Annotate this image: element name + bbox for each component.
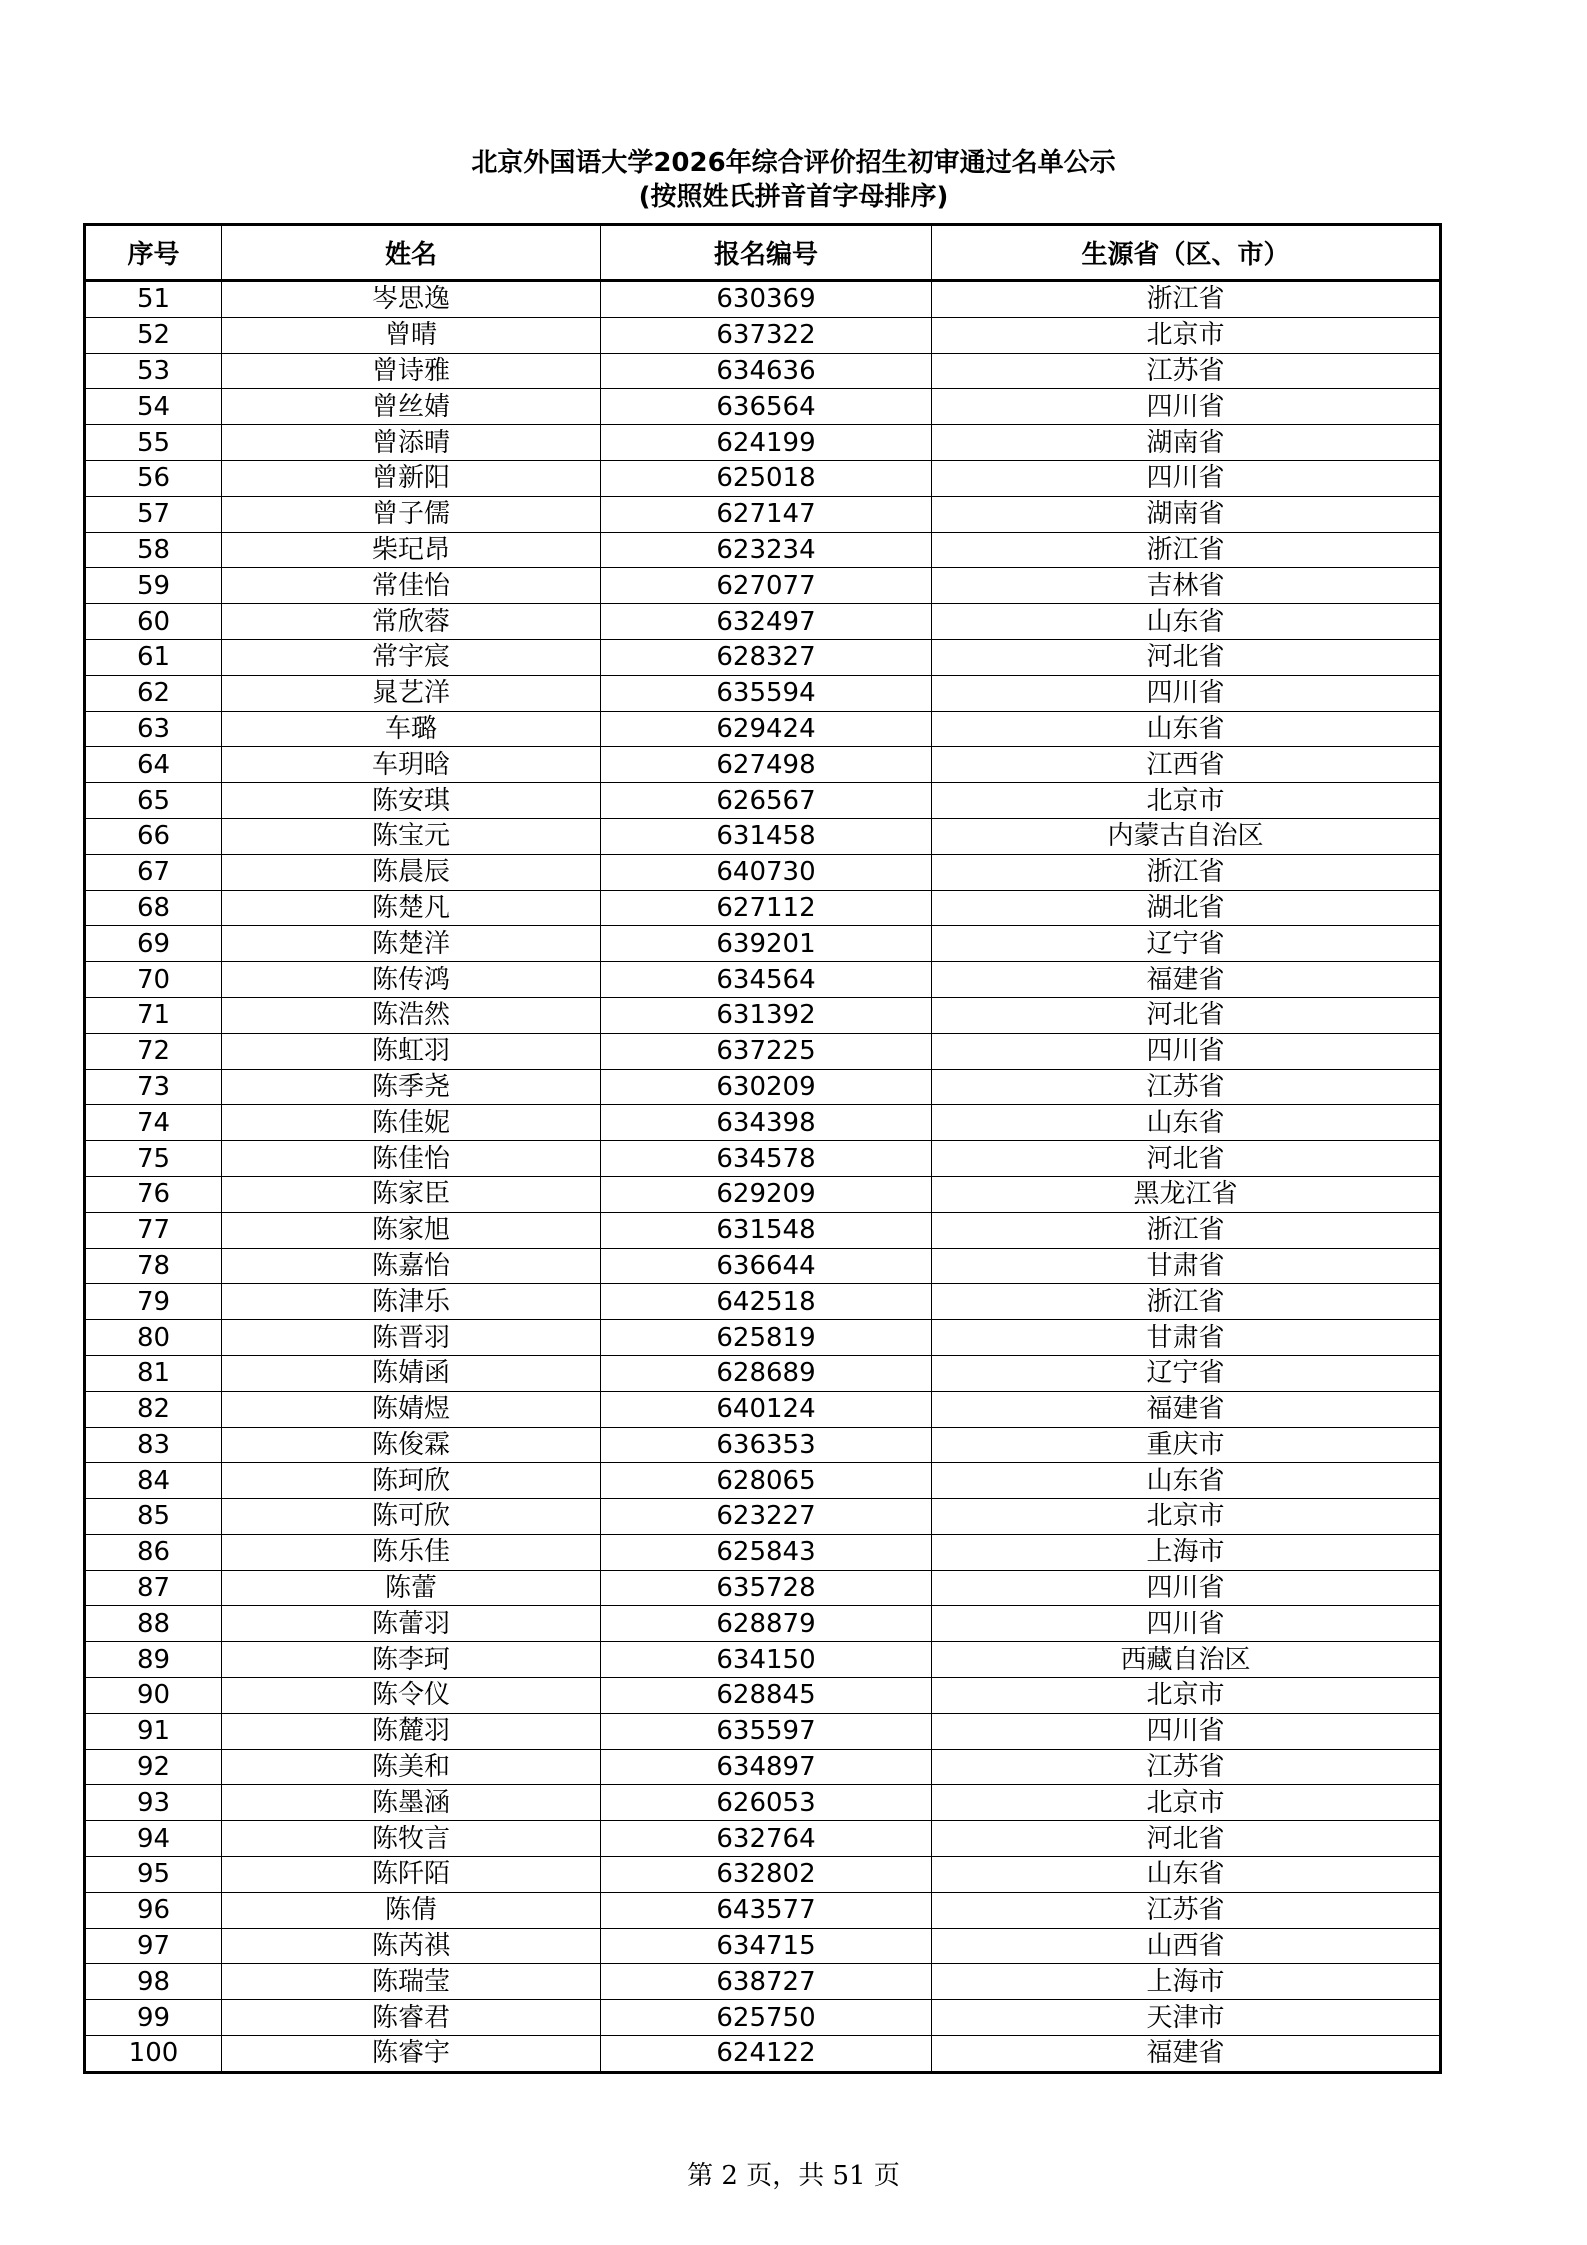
cell-registration-number: 626567 — [601, 783, 932, 819]
cell-registration-number: 627147 — [601, 496, 932, 532]
cell-index: 84 — [85, 1463, 222, 1499]
cell-name: 陈蕾 — [222, 1570, 601, 1606]
table-row — [85, 1463, 1441, 1499]
cell-province: 北京市 — [932, 783, 1441, 819]
cell-index: 54 — [85, 389, 222, 425]
cell-name: 陈阡陌 — [222, 1857, 601, 1893]
cell-province: 四川省 — [932, 1570, 1441, 1606]
cell-province: 福建省 — [932, 2036, 1441, 2073]
cell-province: 山东省 — [932, 1857, 1441, 1893]
cell-name: 陈俊霖 — [222, 1427, 601, 1463]
cell-registration-number: 636644 — [601, 1248, 932, 1284]
table-row — [85, 1964, 1441, 2000]
cell-name: 陈墨涵 — [222, 1785, 601, 1821]
cell-province: 浙江省 — [932, 532, 1441, 568]
cell-index: 82 — [85, 1391, 222, 1427]
cell-name: 陈令仪 — [222, 1678, 601, 1714]
table-row — [85, 1928, 1441, 1964]
cell-province: 江苏省 — [932, 1892, 1441, 1928]
cell-registration-number: 635597 — [601, 1713, 932, 1749]
cell-province: 浙江省 — [932, 281, 1441, 318]
table-row — [85, 639, 1441, 675]
cell-registration-number: 638727 — [601, 1964, 932, 2000]
table-row — [85, 1678, 1441, 1714]
cell-index: 76 — [85, 1176, 222, 1212]
cell-name: 车璐 — [222, 711, 601, 747]
cell-province: 山东省 — [932, 1463, 1441, 1499]
table-row — [85, 353, 1441, 389]
cell-province: 湖北省 — [932, 890, 1441, 926]
cell-name: 陈蕾羽 — [222, 1606, 601, 1642]
cell-index: 86 — [85, 1534, 222, 1570]
table-row — [85, 604, 1441, 640]
cell-registration-number: 634564 — [601, 962, 932, 998]
cell-name: 陈瑞莹 — [222, 1964, 601, 2000]
cell-province: 山西省 — [932, 1928, 1441, 1964]
cell-name: 曾丝婧 — [222, 389, 601, 425]
cell-registration-number: 628327 — [601, 639, 932, 675]
cell-registration-number: 632764 — [601, 1821, 932, 1857]
cell-name: 陈嘉怡 — [222, 1248, 601, 1284]
cell-name: 柴玘昂 — [222, 532, 601, 568]
cell-registration-number: 634715 — [601, 1928, 932, 1964]
cell-index: 92 — [85, 1749, 222, 1785]
cell-name: 陈麓羽 — [222, 1713, 601, 1749]
cell-name: 晁艺洋 — [222, 675, 601, 711]
cell-registration-number: 640730 — [601, 854, 932, 890]
cell-name: 陈家旭 — [222, 1212, 601, 1248]
cell-name: 曾新阳 — [222, 460, 601, 496]
table-row — [85, 1355, 1441, 1391]
cell-name: 陈楚洋 — [222, 926, 601, 962]
table-row — [85, 1248, 1441, 1284]
table-row — [85, 783, 1441, 819]
cell-name: 陈牧言 — [222, 1821, 601, 1857]
cell-province: 辽宁省 — [932, 1355, 1441, 1391]
cell-name: 陈津乐 — [222, 1284, 601, 1320]
cell-index: 58 — [85, 532, 222, 568]
cell-index: 53 — [85, 353, 222, 389]
table-row — [85, 675, 1441, 711]
table-row — [85, 1141, 1441, 1177]
cell-registration-number: 627498 — [601, 747, 932, 783]
cell-registration-number: 627112 — [601, 890, 932, 926]
cell-registration-number: 643577 — [601, 1892, 932, 1928]
cell-province: 四川省 — [932, 389, 1441, 425]
document-title: 北京外国语大学2026年综合评价招生初审通过名单公示 — [471, 148, 1116, 178]
cell-index: 57 — [85, 496, 222, 532]
cell-registration-number: 631548 — [601, 1212, 932, 1248]
cell-province: 福建省 — [932, 1391, 1441, 1427]
cell-index: 95 — [85, 1857, 222, 1893]
cell-registration-number: 628845 — [601, 1678, 932, 1714]
cell-registration-number: 625819 — [601, 1320, 932, 1356]
cell-province: 重庆市 — [932, 1427, 1441, 1463]
table-row — [85, 1570, 1441, 1606]
cell-index: 78 — [85, 1248, 222, 1284]
cell-registration-number: 624122 — [601, 2036, 932, 2073]
cell-index: 64 — [85, 747, 222, 783]
cell-index: 56 — [85, 460, 222, 496]
cell-registration-number: 637225 — [601, 1033, 932, 1069]
cell-registration-number: 626053 — [601, 1785, 932, 1821]
cell-index: 71 — [85, 997, 222, 1033]
cell-registration-number: 629424 — [601, 711, 932, 747]
cell-province: 四川省 — [932, 1033, 1441, 1069]
table-row — [85, 2036, 1441, 2073]
table-row — [85, 1069, 1441, 1105]
cell-name: 岑思逸 — [222, 281, 601, 318]
cell-name: 陈乐佳 — [222, 1534, 601, 1570]
cell-name: 常佳怡 — [222, 568, 601, 604]
table-row — [85, 1176, 1441, 1212]
cell-index: 96 — [85, 1892, 222, 1928]
header-registration-number: 报名编号 — [601, 225, 932, 281]
cell-province: 江苏省 — [932, 1069, 1441, 1105]
cell-index: 62 — [85, 675, 222, 711]
cell-registration-number: 631392 — [601, 997, 932, 1033]
table-row — [85, 890, 1441, 926]
table-row — [85, 281, 1441, 318]
cell-province: 北京市 — [932, 317, 1441, 353]
cell-registration-number: 625750 — [601, 2000, 932, 2036]
cell-index: 79 — [85, 1284, 222, 1320]
cell-registration-number: 629209 — [601, 1176, 932, 1212]
cell-index: 81 — [85, 1355, 222, 1391]
cell-province: 四川省 — [932, 675, 1441, 711]
cell-province: 河北省 — [932, 1821, 1441, 1857]
cell-registration-number: 628065 — [601, 1463, 932, 1499]
cell-province: 山东省 — [932, 604, 1441, 640]
cell-name: 陈芮祺 — [222, 1928, 601, 1964]
cell-index: 89 — [85, 1642, 222, 1678]
cell-name: 陈晋羽 — [222, 1320, 601, 1356]
cell-province: 湖南省 — [932, 496, 1441, 532]
cell-index: 51 — [85, 281, 222, 318]
table-row — [85, 1857, 1441, 1893]
admission-list-table — [83, 223, 1442, 2074]
cell-name: 陈宝元 — [222, 818, 601, 854]
cell-name: 陈可欣 — [222, 1499, 601, 1535]
cell-name: 陈佳妮 — [222, 1105, 601, 1141]
cell-name: 陈倩 — [222, 1892, 601, 1928]
cell-registration-number: 635728 — [601, 1570, 932, 1606]
table-row — [85, 997, 1441, 1033]
cell-name: 陈美和 — [222, 1749, 601, 1785]
cell-name: 陈传鸿 — [222, 962, 601, 998]
table-row — [85, 1033, 1441, 1069]
cell-name: 曾添晴 — [222, 425, 601, 461]
cell-registration-number: 636353 — [601, 1427, 932, 1463]
cell-registration-number: 642518 — [601, 1284, 932, 1320]
cell-index: 68 — [85, 890, 222, 926]
cell-registration-number: 624199 — [601, 425, 932, 461]
cell-province: 辽宁省 — [932, 926, 1441, 962]
cell-province: 天津市 — [932, 2000, 1441, 2036]
cell-province: 四川省 — [932, 1606, 1441, 1642]
cell-registration-number: 623227 — [601, 1499, 932, 1535]
cell-registration-number: 634636 — [601, 353, 932, 389]
cell-province: 湖南省 — [932, 425, 1441, 461]
table-row — [85, 568, 1441, 604]
cell-registration-number: 625843 — [601, 1534, 932, 1570]
cell-province: 河北省 — [932, 639, 1441, 675]
cell-province: 甘肃省 — [932, 1248, 1441, 1284]
table-row — [85, 1320, 1441, 1356]
cell-province: 江苏省 — [932, 353, 1441, 389]
cell-registration-number: 625018 — [601, 460, 932, 496]
cell-name: 陈晨辰 — [222, 854, 601, 890]
cell-index: 59 — [85, 568, 222, 604]
table-row — [85, 854, 1441, 890]
cell-province: 江西省 — [932, 747, 1441, 783]
cell-name: 曾诗雅 — [222, 353, 601, 389]
cell-province: 内蒙古自治区 — [932, 818, 1441, 854]
table-row — [85, 1284, 1441, 1320]
cell-name: 陈睿君 — [222, 2000, 601, 2036]
cell-registration-number: 637322 — [601, 317, 932, 353]
cell-registration-number: 631458 — [601, 818, 932, 854]
cell-registration-number: 632802 — [601, 1857, 932, 1893]
cell-index: 52 — [85, 317, 222, 353]
table-row — [85, 1427, 1441, 1463]
cell-registration-number: 623234 — [601, 532, 932, 568]
cell-registration-number: 636564 — [601, 389, 932, 425]
table-row — [85, 1749, 1441, 1785]
cell-province: 福建省 — [932, 962, 1441, 998]
cell-index: 61 — [85, 639, 222, 675]
table-row — [85, 711, 1441, 747]
cell-index: 69 — [85, 926, 222, 962]
cell-province: 浙江省 — [932, 1212, 1441, 1248]
page-number: 第 2 页，共 51 页 — [687, 2161, 900, 2191]
cell-province: 北京市 — [932, 1785, 1441, 1821]
cell-index: 80 — [85, 1320, 222, 1356]
cell-province: 北京市 — [932, 1499, 1441, 1535]
cell-name: 陈家臣 — [222, 1176, 601, 1212]
table-row — [85, 926, 1441, 962]
cell-province: 河北省 — [932, 997, 1441, 1033]
cell-registration-number: 635594 — [601, 675, 932, 711]
cell-name: 常欣蓉 — [222, 604, 601, 640]
cell-registration-number: 630209 — [601, 1069, 932, 1105]
cell-index: 98 — [85, 1964, 222, 2000]
cell-name: 陈佳怡 — [222, 1141, 601, 1177]
table-row — [85, 747, 1441, 783]
cell-index: 77 — [85, 1212, 222, 1248]
cell-registration-number: 628879 — [601, 1606, 932, 1642]
cell-index: 70 — [85, 962, 222, 998]
cell-name: 陈睿宇 — [222, 2036, 601, 2073]
cell-name: 曾晴 — [222, 317, 601, 353]
cell-province: 四川省 — [932, 1713, 1441, 1749]
cell-name: 常宇宸 — [222, 639, 601, 675]
cell-index: 87 — [85, 1570, 222, 1606]
table-row — [85, 1821, 1441, 1857]
document-subtitle: (按照姓氏拼音首字母排序) — [638, 182, 949, 212]
cell-province: 浙江省 — [932, 854, 1441, 890]
table-row — [85, 1499, 1441, 1535]
cell-registration-number: 634897 — [601, 1749, 932, 1785]
table-row — [85, 317, 1441, 353]
cell-name: 陈李珂 — [222, 1642, 601, 1678]
cell-registration-number: 634150 — [601, 1642, 932, 1678]
cell-name: 陈楚凡 — [222, 890, 601, 926]
cell-index: 100 — [85, 2036, 222, 2073]
cell-name: 陈虹羽 — [222, 1033, 601, 1069]
table-row — [85, 532, 1441, 568]
cell-name: 陈珂欣 — [222, 1463, 601, 1499]
table-row — [85, 2000, 1441, 2036]
cell-index: 93 — [85, 1785, 222, 1821]
cell-province: 浙江省 — [932, 1284, 1441, 1320]
table-row — [85, 1391, 1441, 1427]
cell-province: 上海市 — [932, 1964, 1441, 2000]
cell-province: 江苏省 — [932, 1749, 1441, 1785]
table-row — [85, 1534, 1441, 1570]
header-province: 生源省（区、市） — [932, 225, 1441, 281]
cell-province: 山东省 — [932, 711, 1441, 747]
cell-name: 陈浩然 — [222, 997, 601, 1033]
cell-registration-number: 630369 — [601, 281, 932, 318]
cell-registration-number: 634578 — [601, 1141, 932, 1177]
cell-registration-number: 632497 — [601, 604, 932, 640]
cell-name: 陈婧煜 — [222, 1391, 601, 1427]
cell-index: 75 — [85, 1141, 222, 1177]
cell-index: 72 — [85, 1033, 222, 1069]
cell-registration-number: 640124 — [601, 1391, 932, 1427]
table-row — [85, 1713, 1441, 1749]
cell-name: 车玥晗 — [222, 747, 601, 783]
table-row — [85, 1892, 1441, 1928]
table-row — [85, 818, 1441, 854]
cell-registration-number: 627077 — [601, 568, 932, 604]
cell-index: 67 — [85, 854, 222, 890]
table-row — [85, 425, 1441, 461]
cell-index: 90 — [85, 1678, 222, 1714]
cell-index: 97 — [85, 1928, 222, 1964]
cell-index: 99 — [85, 2000, 222, 2036]
cell-name: 陈安琪 — [222, 783, 601, 819]
cell-province: 北京市 — [932, 1678, 1441, 1714]
cell-index: 60 — [85, 604, 222, 640]
table-row — [85, 1785, 1441, 1821]
cell-index: 85 — [85, 1499, 222, 1535]
table-row — [85, 1606, 1441, 1642]
table-body — [85, 281, 1441, 2073]
cell-name: 陈婧函 — [222, 1355, 601, 1391]
table-row — [85, 460, 1441, 496]
cell-province: 西藏自治区 — [932, 1642, 1441, 1678]
cell-index: 83 — [85, 1427, 222, 1463]
header-index: 序号 — [85, 225, 222, 281]
cell-registration-number: 628689 — [601, 1355, 932, 1391]
table-row — [85, 962, 1441, 998]
table-row — [85, 389, 1441, 425]
cell-registration-number: 634398 — [601, 1105, 932, 1141]
cell-index: 74 — [85, 1105, 222, 1141]
cell-name: 陈季尧 — [222, 1069, 601, 1105]
cell-province: 黑龙江省 — [932, 1176, 1441, 1212]
cell-index: 91 — [85, 1713, 222, 1749]
table-row — [85, 1642, 1441, 1678]
cell-province: 上海市 — [932, 1534, 1441, 1570]
cell-index: 73 — [85, 1069, 222, 1105]
cell-registration-number: 639201 — [601, 926, 932, 962]
table-row — [85, 496, 1441, 532]
cell-index: 55 — [85, 425, 222, 461]
header-name: 姓名 — [222, 225, 601, 281]
cell-index: 63 — [85, 711, 222, 747]
cell-province: 山东省 — [932, 1105, 1441, 1141]
cell-province: 甘肃省 — [932, 1320, 1441, 1356]
table-row — [85, 1212, 1441, 1248]
table-header-row — [85, 225, 1441, 281]
cell-province: 河北省 — [932, 1141, 1441, 1177]
cell-province: 四川省 — [932, 460, 1441, 496]
cell-index: 94 — [85, 1821, 222, 1857]
cell-index: 88 — [85, 1606, 222, 1642]
table-row — [85, 1105, 1441, 1141]
cell-index: 65 — [85, 783, 222, 819]
cell-name: 曾子儒 — [222, 496, 601, 532]
cell-province: 吉林省 — [932, 568, 1441, 604]
cell-index: 66 — [85, 818, 222, 854]
